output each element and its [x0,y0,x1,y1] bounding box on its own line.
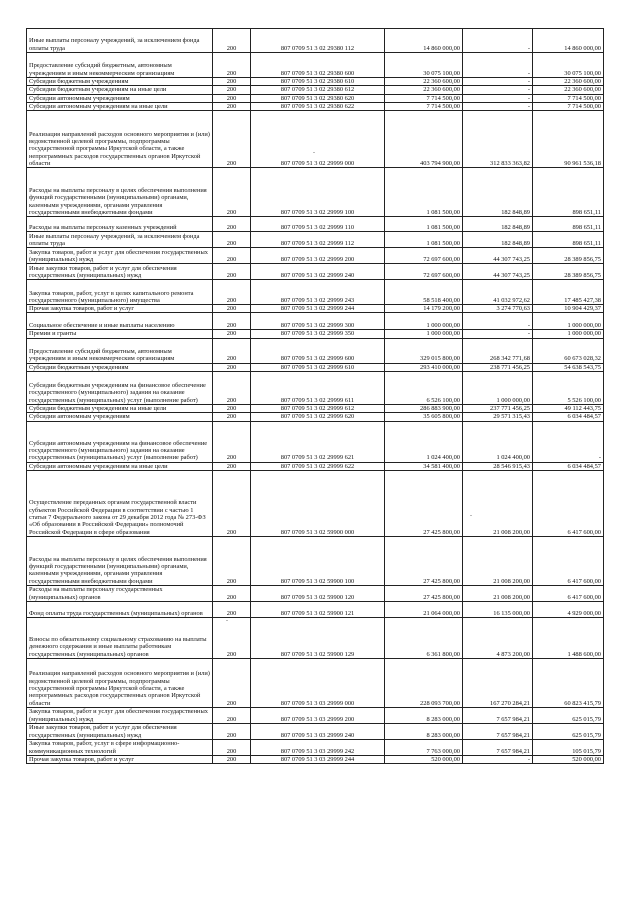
table-row [27,232,604,248]
table-row [27,264,604,280]
row-remaining: 6 417 600,00 [533,585,604,601]
table-row [27,94,604,102]
row-approved: 34 581 400,00 [385,462,463,470]
scan-speck [313,152,315,153]
row-executed: - [463,29,533,53]
row-remaining: 60 673 028,32 [533,338,604,363]
row-budget-code: 807 0709 51 3 02 29999 100 [251,168,385,217]
row-executed: - [463,330,533,338]
row-name: Расходы на выплаты персоналу в целях обеспечения выполнения функций государственными (муниципальными) органами, казенными учреждениями, органами управления государственными внебюджетными фондами [27,536,213,585]
row-budget-code: 807 0709 51 3 03 29999 200 [251,707,385,723]
row-budget-code: 807 0709 51 3 02 29999 620 [251,413,385,421]
row-executed: 7 657 984,21 [463,707,533,723]
row-budget-code: 807 0709 51 3 03 29999 242 [251,739,385,755]
table-row [27,111,604,168]
row-remaining: 30 075 100,00 [533,53,604,78]
row-name: Закупка товаров, работ и услуг для обеспечения государственных (муниципальных) нужд [27,707,213,723]
row-name: Закупка товаров, работ, услуг в сфере информационно-коммуникационных технологий [27,739,213,755]
row-name: Расходы на выплаты персоналу в целях обеспечения выполнения функций государственными (муниципальными) органами, казенными учреждениями, органами управления государственными внебюджетными фондами [27,168,213,217]
row-name: Прочая закупка товаров, работ и услуг [27,305,213,313]
row-remaining: 6 034 484,57 [533,462,604,470]
row-name: Осуществление переданных органам государственной власти субъектов Российской Федерации в соответствии с частью 1 статьи 7 Федерального закона от 29 декабря 2012 года № 273-ФЗ «Об образовании в Российской Федерации» полномочий Российской Федерации в сфере образования [27,470,213,536]
table-row [27,305,604,313]
row-line-code: 200 [213,462,251,470]
table-row [27,29,604,53]
table-row [27,78,604,86]
row-executed: 167 270 284,21 [463,658,533,707]
table-row [27,86,604,94]
row-name: Иные выплаты персоналу учреждений, за исключением фонда оплаты труда [27,232,213,248]
row-line-code: 200 [213,280,251,305]
row-approved: 520 000,00 [385,755,463,763]
row-name: Социальное обеспечение и иные выплаты населению [27,313,213,330]
row-approved: 72 697 600,00 [385,248,463,264]
row-budget-code: 807 0709 51 3 02 59900 129 [251,617,385,658]
row-remaining: 898 651,11 [533,168,604,217]
row-budget-code: 807 0709 51 3 02 29999 350 [251,330,385,338]
table-row [27,330,604,338]
row-approved: 14 860 000,00 [385,29,463,53]
table-row [27,421,604,462]
row-remaining: 49 112 443,75 [533,405,604,413]
row-remaining: 6 417 600,00 [533,536,604,585]
row-line-code: 200 [213,78,251,86]
row-name: Премии и гранты [27,330,213,338]
row-line-code: 200 [213,338,251,363]
row-line-code: 200 [213,405,251,413]
row-name: Реализация направлений расходов основного мероприятия и (или) ведомственной целевой программы, подпрограммы государственной программы Иркутской области, а также непрограммных расходов государственных органов Иркутской области [27,111,213,168]
row-approved: 27 425 800,00 [385,585,463,601]
row-executed: - [463,313,533,330]
row-line-code: 200 [213,264,251,280]
row-approved: 1 000 000,00 [385,313,463,330]
row-line-code: 200 [213,601,251,617]
table-row [27,217,604,232]
row-budget-code: 807 0709 51 3 02 29999 240 [251,264,385,280]
row-name: Субсидии бюджетным учреждениям на иные цели [27,86,213,94]
row-name: Закупка товаров, работ и услуг для обеспечения государственных (муниципальных) нужд [27,248,213,264]
row-name: Прочая закупка товаров, работ и услуг [27,755,213,763]
row-name: Расходы на выплаты персоналу государственных (муниципальных) органов [27,585,213,601]
table-row [27,739,604,755]
row-executed: 268 342 771,68 [463,338,533,363]
row-executed: 21 008 200,00 [463,470,533,536]
row-name: Иные закупки товаров, работ и услуг для обеспечения государственных (муниципальных) нужд [27,264,213,280]
row-budget-code: 807 0709 51 3 02 29380 112 [251,29,385,53]
row-budget-code: 807 0709 51 3 02 29380 622 [251,102,385,110]
row-executed: 182 848,89 [463,232,533,248]
row-approved: 286 883 900,00 [385,405,463,413]
row-line-code: 200 [213,313,251,330]
row-remaining: 4 929 000,00 [533,601,604,617]
row-budget-code: 807 0709 51 3 02 29999 000 [251,111,385,168]
row-name: Субсидии автономным учреждениям [27,94,213,102]
row-name: Субсидии бюджетным учреждениям на финансовое обеспечение государственного (муниципального) задания на оказание государственных (муниципальных) услуг (выполнение работ) [27,372,213,405]
row-line-code: 200 [213,168,251,217]
row-budget-code: 807 0709 51 3 02 29999 243 [251,280,385,305]
row-executed: 312 833 363,82 [463,111,533,168]
row-line-code: 200 [213,111,251,168]
table-row [27,168,604,217]
row-executed: 4 873 200,00 [463,617,533,658]
row-remaining: 520 000,00 [533,755,604,763]
row-executed: 21 008 200,00 [463,536,533,585]
row-approved: 27 425 800,00 [385,536,463,585]
row-executed: 182 848,89 [463,217,533,232]
row-remaining: 5 526 100,00 [533,372,604,405]
row-name: Иные закупки товаров, работ и услуг для обеспечения государственных (муниципальных) нужд [27,723,213,739]
row-name: Субсидии автономным учреждениям [27,413,213,421]
row-remaining: 22 360 600,00 [533,78,604,86]
row-approved: 1 000 000,00 [385,330,463,338]
table-row [27,53,604,78]
row-budget-code: 807 0709 51 3 02 29999 244 [251,305,385,313]
row-budget-code: 807 0709 51 3 02 29999 611 [251,372,385,405]
row-remaining: 90 961 536,18 [533,111,604,168]
row-line-code: 200 [213,372,251,405]
row-line-code: 200 [213,102,251,110]
row-budget-code: 807 0709 51 3 02 59900 100 [251,536,385,585]
row-budget-code: 807 0709 51 3 02 59900 120 [251,585,385,601]
row-line-code: 200 [213,755,251,763]
row-budget-code: 807 0709 51 3 02 29999 200 [251,248,385,264]
row-budget-code: 807 0709 51 3 02 29999 300 [251,313,385,330]
row-executed: - [463,755,533,763]
row-name: Иные выплаты персоналу учреждений, за исключением фонда оплаты труда [27,29,213,53]
scan-speck [226,620,228,621]
row-approved: 228 093 700,00 [385,658,463,707]
row-approved: 72 697 600,00 [385,264,463,280]
row-remaining: 10 904 429,37 [533,305,604,313]
row-budget-code: 807 0709 51 3 02 29999 600 [251,338,385,363]
row-remaining: 625 015,79 [533,707,604,723]
row-name: Взносы по обязательному социальному страхованию на выплаты денежного содержания и иные выплаты работникам государственных (муниципальных) органов [27,617,213,658]
row-remaining: 54 638 543,75 [533,363,604,371]
table-row [27,102,604,110]
row-budget-code: 807 0709 51 3 02 29999 110 [251,217,385,232]
row-approved: 6 526 100,00 [385,372,463,405]
row-approved: 1 024 400,00 [385,421,463,462]
row-line-code: 200 [213,53,251,78]
row-remaining: 17 485 427,38 [533,280,604,305]
row-name: Предоставление субсидий бюджетным, автономным учреждениям и иным некоммерческим организациям [27,338,213,363]
table-row [27,585,604,601]
row-name: Субсидии автономным учреждениям на иные цели [27,462,213,470]
row-executed: 21 008 200,00 [463,585,533,601]
row-approved: 7 763 000,00 [385,739,463,755]
row-name: Закупка товаров, работ, услуг в целях капитального ремонта государственного (муниципального) имущества [27,280,213,305]
row-remaining: 1 000 000,00 [533,330,604,338]
row-budget-code: 807 0709 51 3 03 29999 000 [251,658,385,707]
row-remaining: 898 651,11 [533,232,604,248]
row-approved: 21 064 000,00 [385,601,463,617]
table-row [27,405,604,413]
table-row [27,755,604,763]
row-budget-code: 807 0709 51 3 02 29380 612 [251,86,385,94]
row-name: Предоставление субсидий бюджетным, автономным учреждениям и иным некоммерческим организациям [27,53,213,78]
table-row [27,372,604,405]
row-budget-code: 807 0709 51 3 02 29999 612 [251,405,385,413]
row-approved: 7 714 500,00 [385,94,463,102]
row-approved: 1 081 500,00 [385,217,463,232]
row-remaining: 14 860 000,00 [533,29,604,53]
row-approved: 293 410 000,00 [385,363,463,371]
row-executed: - [463,53,533,78]
row-executed: - [463,102,533,110]
row-executed: 44 307 743,25 [463,264,533,280]
row-line-code: 200 [213,232,251,248]
row-remaining: 6 417 600,00 [533,470,604,536]
row-approved: 8 283 000,00 [385,723,463,739]
row-approved: 1 081 500,00 [385,232,463,248]
row-budget-code: 807 0709 51 3 02 29380 600 [251,53,385,78]
row-executed: - [463,94,533,102]
row-approved: 22 360 600,00 [385,86,463,94]
row-budget-code: 807 0709 51 3 02 29999 622 [251,462,385,470]
row-line-code: 200 [213,248,251,264]
row-name: Реализация направлений расходов основного мероприятия и (или) ведомственной целевой программы, подпрограммы государственной программы Иркутской области, а также непрограммных расходов государственных органов Иркутской области [27,658,213,707]
table-row [27,707,604,723]
row-approved: 27 425 800,00 [385,470,463,536]
row-line-code: 200 [213,723,251,739]
row-remaining: 28 389 856,75 [533,248,604,264]
row-executed: 7 657 984,21 [463,723,533,739]
row-executed: 1 024 400,00 [463,421,533,462]
row-remaining: 1 488 600,00 [533,617,604,658]
scan-speck [470,515,472,516]
table-row [27,313,604,330]
row-remaining: 898 651,11 [533,217,604,232]
row-executed: 29 571 315,43 [463,413,533,421]
row-name: Субсидии бюджетным учреждениям [27,363,213,371]
row-remaining: 105 015,79 [533,739,604,755]
row-budget-code: 807 0709 51 3 02 59900 000 [251,470,385,536]
table-row [27,280,604,305]
row-name: Субсидии бюджетным учреждениям на иные цели [27,405,213,413]
row-executed: 182 848,89 [463,168,533,217]
row-budget-code: 807 0709 51 3 02 29999 112 [251,232,385,248]
row-remaining: 1 000 000,00 [533,313,604,330]
row-budget-code: 807 0709 51 3 02 29380 610 [251,78,385,86]
row-executed: 1 000 000,00 [463,372,533,405]
row-executed: 44 307 743,25 [463,248,533,264]
row-line-code: 200 [213,86,251,94]
row-approved: 7 714 500,00 [385,102,463,110]
table-row [27,248,604,264]
row-line-code: 200 [213,94,251,102]
table-row [27,363,604,371]
row-line-code: 200 [213,29,251,53]
row-line-code: 200 [213,739,251,755]
row-line-code: 200 [213,658,251,707]
row-budget-code: 807 0709 51 3 02 29999 621 [251,421,385,462]
row-approved: 8 283 000,00 [385,707,463,723]
row-executed: - [463,78,533,86]
table-row [27,601,604,617]
row-executed: 41 032 972,62 [463,280,533,305]
row-name: Субсидии бюджетным учреждениям [27,78,213,86]
row-remaining: 7 714 500,00 [533,94,604,102]
row-name: Субсидии автономным учреждениям на иные цели [27,102,213,110]
row-line-code: 200 [213,413,251,421]
row-remaining: 7 714 500,00 [533,102,604,110]
row-budget-code: 807 0709 51 3 03 29999 244 [251,755,385,763]
row-approved: 35 605 800,00 [385,413,463,421]
row-line-code: 200 [213,305,251,313]
row-budget-code: 807 0709 51 3 02 29380 620 [251,94,385,102]
row-line-code: 200 [213,585,251,601]
row-line-code: 200 [213,617,251,658]
row-approved: 1 081 500,00 [385,168,463,217]
table-row [27,470,604,536]
row-line-code: 200 [213,470,251,536]
row-executed: 16 135 000,00 [463,601,533,617]
row-approved: 6 361 800,00 [385,617,463,658]
row-executed: 238 771 456,25 [463,363,533,371]
row-executed: 3 274 770,63 [463,305,533,313]
row-line-code: 200 [213,330,251,338]
row-remaining: 28 389 856,75 [533,264,604,280]
table-row [27,338,604,363]
row-remaining: 625 015,79 [533,723,604,739]
table-row [27,723,604,739]
table-row [27,462,604,470]
row-approved: 22 360 600,00 [385,78,463,86]
row-approved: 403 794 900,00 [385,111,463,168]
row-executed: - [463,86,533,94]
row-approved: 14 179 200,00 [385,305,463,313]
row-name: Субсидии автономным учреждениям на финансовое обеспечение государственного (муниципального) задания на оказание государственных (муниципальных) услуг (выполнение работ) [27,421,213,462]
row-name: Фонд оплаты труда государственных (муниципальных) органов [27,601,213,617]
table-row [27,658,604,707]
table-body [27,29,604,764]
row-approved: 329 015 800,00 [385,338,463,363]
table-row [27,413,604,421]
table-row [27,617,604,658]
row-executed: 7 657 984,21 [463,739,533,755]
row-executed: 237 771 456,25 [463,405,533,413]
row-executed: 28 546 915,43 [463,462,533,470]
row-line-code: 200 [213,707,251,723]
row-remaining: - [533,421,604,462]
row-line-code: 200 [213,363,251,371]
table-row [27,536,604,585]
row-line-code: 200 [213,536,251,585]
row-approved: 58 518 400,00 [385,280,463,305]
budget-execution-table [26,28,604,764]
row-budget-code: 807 0709 51 3 02 29999 610 [251,363,385,371]
row-remaining: 22 360 600,00 [533,86,604,94]
row-name: Расходы на выплаты персоналу казенных учреждений [27,217,213,232]
row-remaining: 6 034 484,57 [533,413,604,421]
row-remaining: 60 823 415,79 [533,658,604,707]
row-budget-code: 807 0709 51 3 03 29999 240 [251,723,385,739]
row-approved: 30 075 100,00 [385,53,463,78]
row-budget-code: 807 0709 51 3 02 59900 121 [251,601,385,617]
row-line-code: 200 [213,421,251,462]
row-line-code: 200 [213,217,251,232]
